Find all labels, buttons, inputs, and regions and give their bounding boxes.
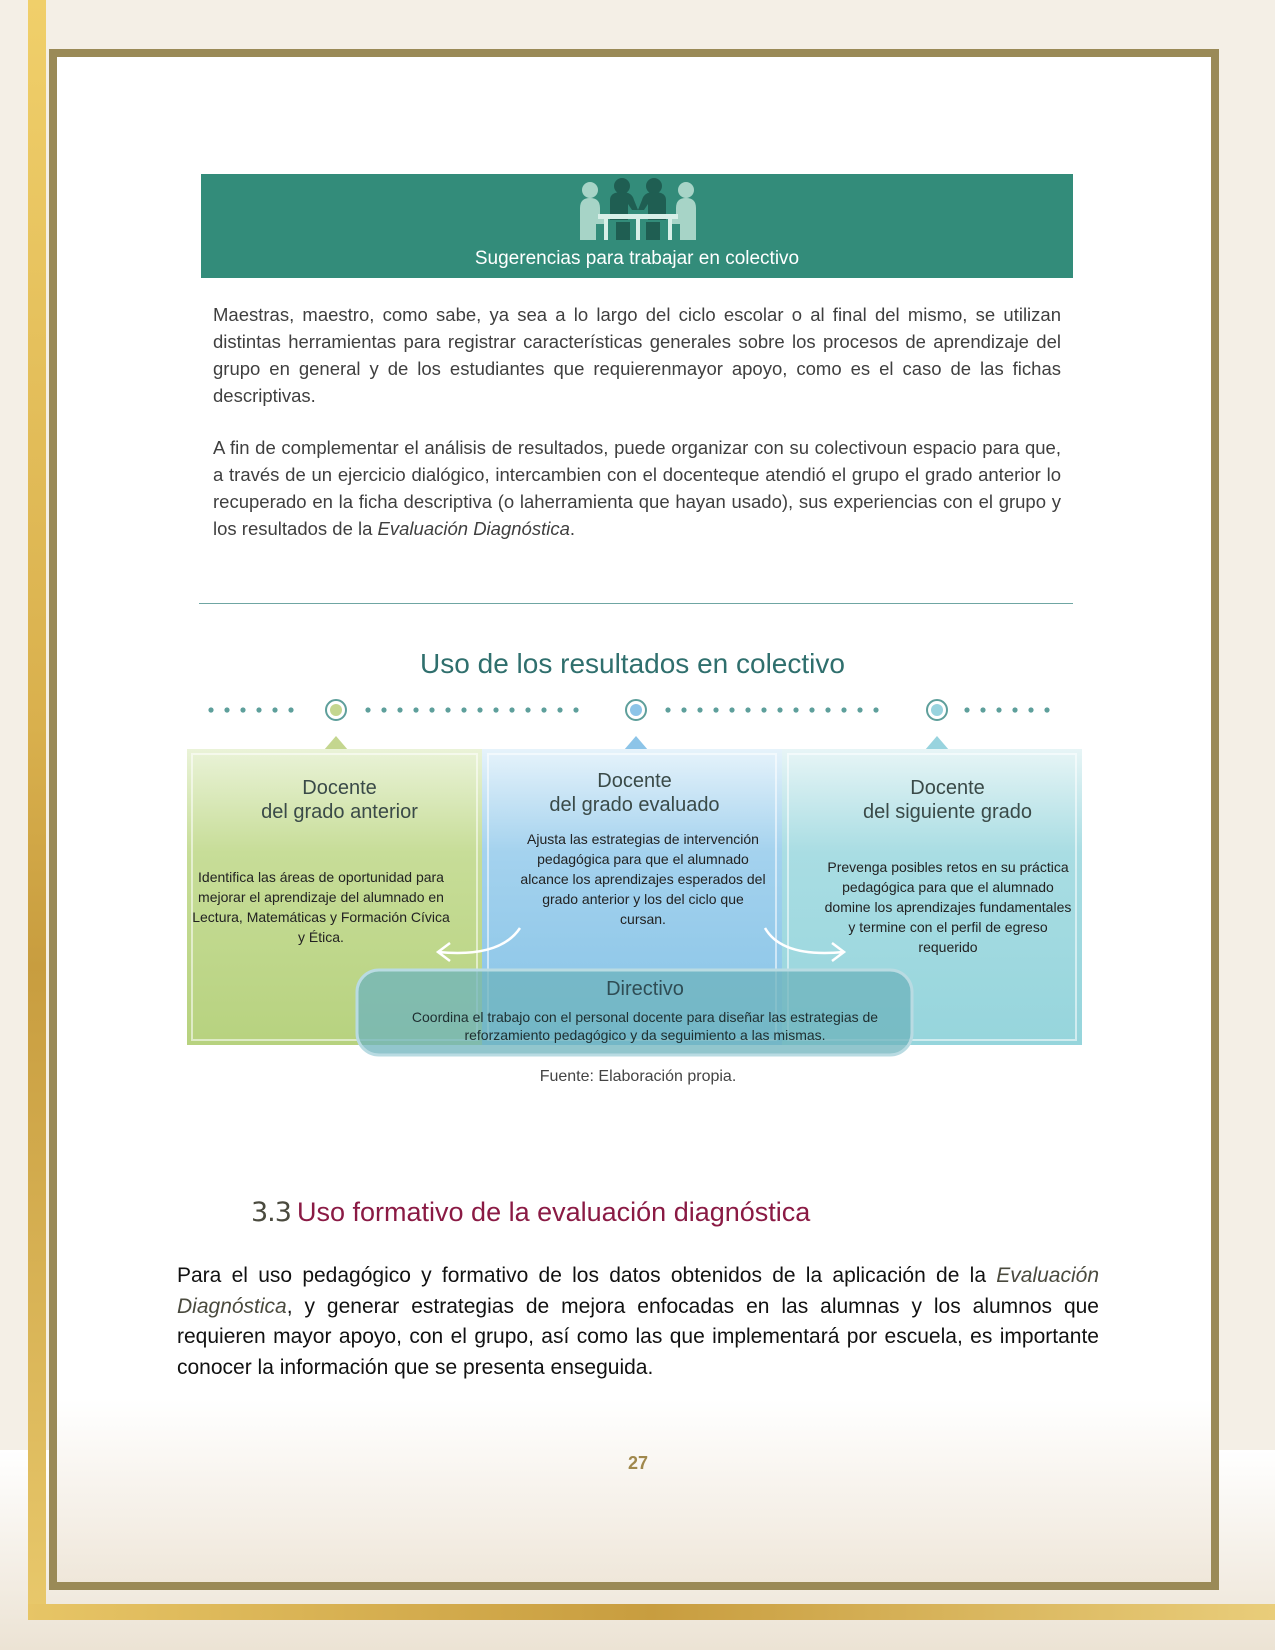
section-divider <box>199 603 1073 604</box>
gold-bottom-bar <box>28 1604 1275 1620</box>
gold-left-bar <box>28 0 46 1612</box>
section-title: Uso formativo de la evaluación diagnóstica <box>297 1197 811 1227</box>
column-head-evaluated-grade: Docente del grado evaluado <box>549 770 720 816</box>
page-number: 27 <box>627 1453 649 1473</box>
box-paragraph-2: A fin de complementar el análisis de resultados, puede organizar con su colectivoun espacio para que, a través de un ejercicio dialógico, intercambien con el docenteque atendió el grupo el grado anterior lo recuperado en la ficha descriptiva (o laherramienta que hayan usado), sus experiencias con el grupo y los resultados de la Evaluación Diagnóstica. <box>213 437 1061 539</box>
directivo-title: Directivo <box>606 978 684 1000</box>
section-number: 3.3 <box>251 1197 291 1228</box>
people-working-table-icon <box>578 178 698 240</box>
column-head-next-grade: Docente del siguiente grado <box>862 777 1032 823</box>
figure-title: Uso de los resultados en colectivo <box>420 648 845 679</box>
box-paragraph-1: Maestras, maestro, como sabe, ya sea a lo largo del ciclo escolar o al final del mismo, se utilizan distintas herramientas para registrar características generales sobre los procesos de aprendizaje del grupo en general y de los estudiantes que requierenmayor apoyo, como es el caso de las fichas descriptivas. <box>213 304 1061 406</box>
directivo-text: Coordina el trabajo con el personal docente para diseñar las estrategias de reforzamiento pedagógico y da seguimiento a las mismas. <box>411 1009 879 1043</box>
column-text-previous-grade: Identifica las áreas de oportunidad para mejorar el aprendizaje del alumnado en Lectura, Matemáticas y Formación Cívica y Ética. <box>192 869 450 945</box>
column-head-previous-grade: Docente del grado anterior <box>261 777 418 823</box>
column-text-next-grade: Prevenga posibles retos en su práctica pedagógica para que el alumnado domine los aprendizajes fundamentales y termine con el perfil de egreso requerido <box>824 859 1072 955</box>
section-paragraph: Para el uso pedagógico y formativo de los datos obtenidos de la aplicación de la Evaluación Diagnóstica, y generar estrategias de mejora enfocadas en las alumnas y los alumnos que requieren mayor apoyo, con el grupo, así como las que implementará por escuela, es importante conocer la información que se presenta enseguida. <box>177 1264 1099 1379</box>
figure-source: Fuente: Elaboración propia. <box>539 1068 737 1085</box>
banner-title: Sugerencias para trabajar en colectivo <box>474 248 800 269</box>
column-text-evaluated-grade: Ajusta las estrategias de intervención pedagógica para que el alumnado alcance los aprendizajes esperados del grado anterior y los del ciclo que cursan. <box>520 831 766 927</box>
